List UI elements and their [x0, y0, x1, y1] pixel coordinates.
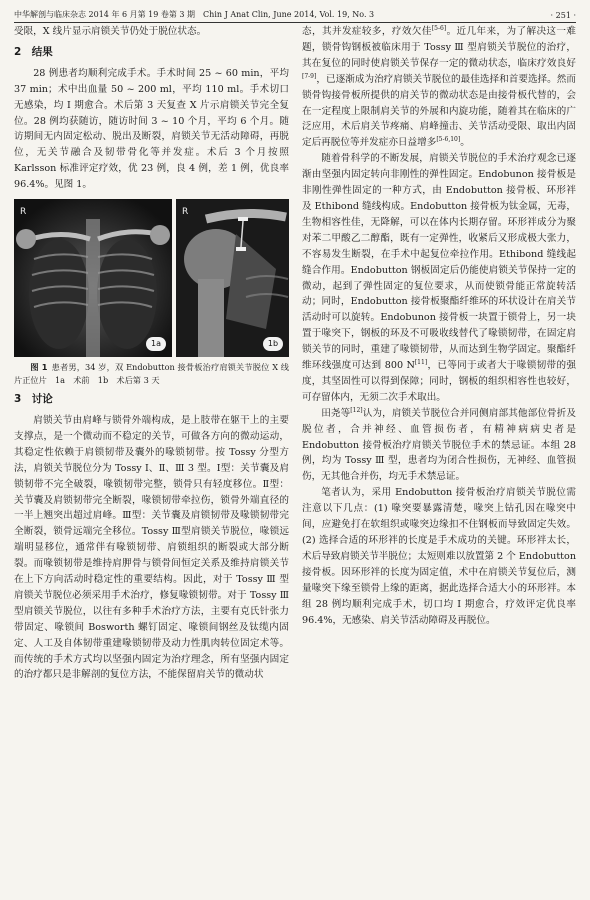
running-header: [14, 6, 576, 23]
citation: [7-9]: [302, 72, 317, 80]
results-heading: 2 结果: [14, 45, 53, 58]
citation: [5-6]: [431, 24, 447, 32]
citation: [11]: [414, 358, 428, 366]
chest-xray-illustration: [14, 199, 172, 357]
contraindication-paragraph: 田尧等[12]认为，肩锁关节脱位合并同侧肩部其他部位骨折及脱位者，合并神经、血管损伤者，有精神病病史者是 Endobutton 接骨板治疗肩锁关节脱位手术的禁忌证。本组 28 例，均为 Tossy Ⅲ 型，患者均为闭合性损伤，无神经、血管损伤，无其他合并伤，均无手术禁忌证。: [302, 406, 577, 483]
endobutton-paragraph: 随着骨科学的不断发展，肩锁关节脱位的手术治疗观念已逐渐由坚强内固定转向非刚性的弹性固定。Endobunon 接骨板是非刚性弹性固定的一种方式，由 Endobutton 接骨板、环形袢及 Ethibond 缝线构成。Endobutton 接骨板为钛金属，无毒，生物相容性佳，无降解，可以在体内长期存留。环形袢成分为聚对苯二甲酸乙二醇酯，既有一定弹性，收紧后又形成极大张力，不容易发生断裂，在手术中起复位牵拉作用。Ethibond 缝线起缝合作用。Endobutton 钢板固定后仍能使肩锁关节保持一定的微动，起到了弹性固定的复位要求，从而使锁骨能正常旋转活动；同时，Endobutton 接骨板聚酯纤维环的环状设计在肩关节活动时可以旋转。Endobunon 接骨板一块置于锁骨上，另一块置于喙突下，钢板的环及不可吸收线替代了喙锁韧带，在固定肩锁关节的同时，重建了喙锁韧带，从而达到生物学固定。聚酯纤维环线强度可达到 800 N[11]，已等同于或者大于喙锁韧带的强度，其坚固性可以得到保障；同时，钢板的组织相容性也较好，可存留体内，无须二次手术取出。: [302, 153, 576, 403]
page-number: · 251 ·: [550, 11, 576, 20]
journal-citation: 中华解剖与临床杂志 2014 年 6 月第 19 卷第 3 期 Chin J Anat Clin, June 2014, Vol. 19, No. 3: [14, 10, 375, 19]
figure-1: [14, 199, 289, 357]
citation: [5-6,10]: [436, 136, 461, 144]
xray-preop-image: [14, 199, 172, 357]
panel-label-1b: 1b: [263, 337, 283, 351]
discussion-heading: 3 讨论: [14, 393, 53, 406]
citation: [12]: [350, 406, 363, 414]
panel-label-1a: 1a: [146, 337, 166, 351]
left-column: [14, 24, 289, 683]
shoulder-xray-illustration: [176, 199, 289, 357]
discussion-paragraph: 肩锁关节由肩峰与锁骨外端构成，是上肢带在躯干上的主要支撑点，是一个微动而不稳定的关节，可做各方向的微动运动，其稳定性依赖于肩锁韧带及囊外的喙锁韧带。按 Tossy 分型方法，肩锁关节脱位分为 Tossy Ⅰ、Ⅱ、Ⅲ 3 型。Ⅰ型：关节囊及肩锁韧带不完全破裂，喙锁韧带完整，锁骨只有轻度移位。Ⅱ型：关节囊及肩锁韧带完全断裂，喙锁韧带牵拉伤，锁骨外端直径的一半上翘突出超过肩峰。Ⅲ型：关节囊及肩锁韧带及喙锁韧带完全断裂，锁骨远端完全移位。Tossy Ⅲ型肩锁关节脱位，喙锁远端明显移位，通常伴有喙锁韧带、肩锁组织的断裂或大部分断裂。而喙锁韧带是维持肩胛骨与锁骨间恒定关系及维持肩锁关节在上下方向活动时稳定性的重要结构。因此，对于 Tossy Ⅲ 型肩锁关节脱位必须采用手术治疗，修复喙锁韧带。对于 Tossy Ⅲ 型肩锁关节脱位，以往有多种手术治疗方法，主要有克氏针张力带固定、喙锁间 Bosworth 螺钉固定、喙锁间钢丝及钛缆内固定、人工及自体韧带重建喙锁韧带及动力性肌肉转位固定术等。而传统的手术方式均以坚强内固定为治疗理念，所有坚强内固定的治疗都只是非解剖的复位方法，不能保留肩关节的微动状: [14, 414, 289, 681]
xray-postop-image: [176, 199, 289, 357]
side-marker: R: [182, 207, 189, 218]
results-paragraph: 28 例患者均顺利完成手术。手术时间 25 ~ 60 min，平均 37 min；术中出血量 50 ~ 200 ml，平均 110 ml。手术切口无感染，均 I 期愈合。术后第 3 天复查 X 片示肩锁关节完全复位。28 例均获随访，随访时间 3 ~ 10 个月，平均 6 个月。随访期间无内固定松动、脱出及断裂，肩锁关节无活动障碍，再脱位，无关节融合及韧带骨化等并发症。术后 3 个月按照 Karlsson 标准评定疗效，优 23 例，良 4 例，差 1 例，优良率 96.4%。见图 1。: [14, 67, 289, 191]
caption-text: 患者男，34 岁，双 Endobutton 接骨板治疗肩锁关节脱位 X 线片正位片 1a 术前 1b 术后第 3 天: [14, 362, 289, 386]
discussion-continued-paragraph: 态，其并发症较多，疗效欠佳[5-6]。近几年来，为了解决这一难题，锁骨钩钢板被临床用于 Tossy Ⅲ 型肩锁关节脱位的治疗，其在复位的同时使肩锁关节保存一定的微动状态，临床疗效良好[7-9]，已逐渐成为治疗肩锁关节脱位的最佳选择和首要选择。然而锁骨钩接骨板所提供的肩关节的微动状态是由接骨板代替的，会在一定程度上限制肩关节的外展和内旋功能，随着其在临床的广泛应用，术后肩关节疼痛、肩峰撞击、关节活动受限、取出内固定后再脱位等并发症亦日益增多[5-6,10]。: [302, 24, 576, 149]
notes-paragraph: 笔者认为，采用 Endobutton 接骨板治疗肩锁关节脱位需注意以下几点：(1) 喙突要暴露清楚，喙突上钻孔因在喙突中间，应避免打在软组织或喙突边缘扣不住钢板而导致固定失效。(2) 选择合适的环形袢的长度是手术成功的关键。环形袢太长，术后导致肩锁关节半脱位；太短则难以放置第 2 个 Endobutton 接骨板。因环形袢的长度为固定值，术中在肩锁关节复位后，测量喙突下缘至锁骨上缘的距离，据此选择合适大小的环形袢。本组 28 例均顺利完成手术，切口均 I 期愈合，疗效评定优良率 96.4%，无感染、肩关节活动障碍及再脱位。: [302, 487, 576, 626]
caption-label: 图 1: [30, 362, 48, 373]
carryover-paragraph: 受限，X 线片显示肩锁关节仍处于脱位状态。: [14, 26, 207, 37]
right-column: [302, 24, 576, 628]
figure-caption: [14, 361, 289, 387]
side-marker: R: [20, 207, 27, 218]
